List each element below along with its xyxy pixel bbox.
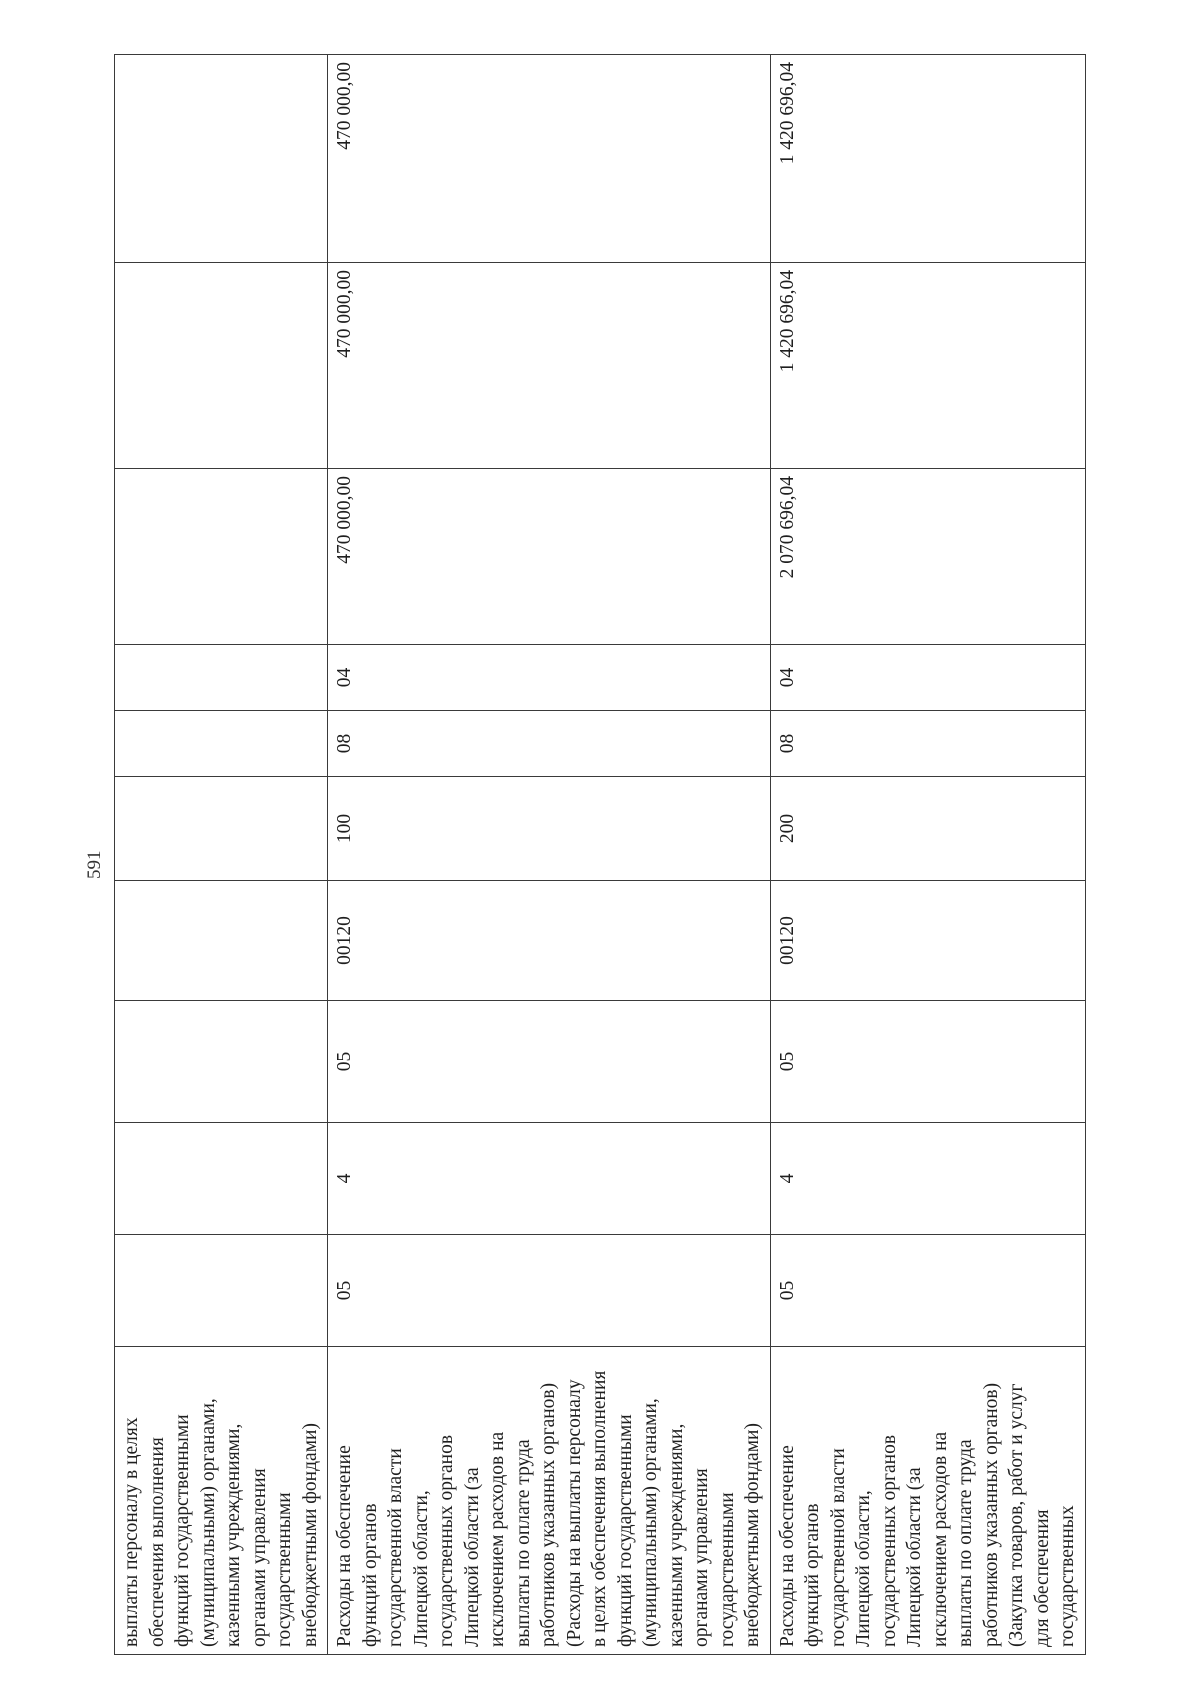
description-line: государственных органов	[436, 1434, 457, 1647]
description-cell	[328, 1347, 771, 1655]
description-line: Расходы на обеспечение	[334, 1445, 355, 1647]
description-line: Расходы на обеспечение	[776, 1445, 798, 1647]
code-cell: 4	[770, 1123, 1085, 1235]
table-row	[328, 55, 771, 1655]
description-line: государственной власти	[385, 1448, 406, 1647]
description-line: государственной власти	[827, 1448, 849, 1647]
code-cell	[115, 711, 328, 777]
amount-cell: 2 070 696,04	[770, 469, 1085, 645]
amount-cell: 470 000,00	[328, 55, 771, 263]
description-line: исключением расходов на	[487, 1431, 508, 1647]
amount-cell	[115, 263, 328, 469]
description-line: внебюджетными фондами)	[742, 1423, 763, 1647]
code-cell: 04	[328, 645, 771, 711]
description-line: государственными	[274, 1492, 295, 1647]
code-cell	[115, 645, 328, 711]
description-line: функций государственными	[172, 1414, 193, 1647]
code-cell: 200	[770, 777, 1085, 881]
code-cell: 4	[328, 1123, 771, 1235]
description-line: Липецкой области (за	[461, 1467, 483, 1647]
description-line: работников указанных органов)	[980, 1382, 1002, 1647]
description-line: для обеспечения	[1031, 1509, 1053, 1647]
table-row	[115, 55, 328, 1655]
amount-cell: 470 000,00	[328, 263, 771, 469]
code-cell: 04	[770, 645, 1085, 711]
description-line: органами управления	[248, 1468, 270, 1647]
description-line: (Расходы на выплаты персоналу	[563, 1379, 585, 1647]
code-cell: 05	[770, 1235, 1085, 1347]
code-cell: 05	[328, 1001, 771, 1123]
description-line: работников указанных органов)	[538, 1382, 559, 1647]
code-cell: 00120	[770, 881, 1085, 1001]
description-line: Липецкой области (за	[904, 1467, 925, 1647]
code-cell	[115, 881, 328, 1001]
description-line: (муниципальными) органами,	[197, 1398, 219, 1647]
code-cell: 05	[770, 1001, 1085, 1123]
description-line: казенными учреждениями,	[223, 1423, 244, 1647]
description-line: функций органов	[359, 1503, 381, 1647]
code-cell: 05	[328, 1235, 771, 1347]
table-row	[770, 55, 1085, 1655]
description-line: функций государственными	[614, 1414, 636, 1647]
code-cell	[115, 777, 328, 881]
description-line: выплаты персоналу в целях	[121, 1417, 142, 1647]
code-cell: 00120	[328, 881, 771, 1001]
description-line: в целях обеспечения выполнения	[589, 1370, 610, 1647]
description-line: государственными	[716, 1492, 738, 1647]
code-cell: 08	[328, 711, 771, 777]
description-line: (муниципальными) органами,	[640, 1398, 661, 1647]
description-line: внебюджетными фондами)	[299, 1423, 321, 1647]
amount-cell	[115, 55, 328, 263]
code-cell: 100	[328, 777, 771, 881]
amount-cell: 1 420 696,04	[770, 55, 1085, 263]
description-line: функций органов	[802, 1503, 823, 1647]
description-line: государственных органов	[878, 1434, 900, 1647]
description-cell	[770, 1347, 1085, 1655]
budget-table	[114, 54, 1086, 1655]
description-line: обеспечения выполнения	[146, 1437, 168, 1647]
description-line: выплаты по оплате труда	[955, 1439, 976, 1647]
description-line: исключением расходов на	[929, 1431, 951, 1647]
code-cell: 08	[770, 711, 1085, 777]
amount-cell	[115, 469, 328, 645]
description-line: государственных	[1057, 1505, 1078, 1647]
description-line: Липецкой области,	[410, 1490, 432, 1647]
amount-cell: 1 420 696,04	[770, 263, 1085, 469]
description-cell	[115, 1347, 328, 1655]
description-line: казенными учреждениями,	[665, 1423, 687, 1647]
code-cell	[115, 1123, 328, 1235]
description-line: (Закупка товаров, работ и услуг	[1006, 1383, 1027, 1647]
code-cell	[115, 1001, 328, 1123]
page-number: 591	[84, 850, 105, 879]
description-line: органами управления	[691, 1468, 712, 1647]
code-cell	[115, 1235, 328, 1347]
description-line: выплаты по оплате труда	[512, 1439, 534, 1647]
amount-cell: 470 000,00	[328, 469, 771, 645]
description-line: Липецкой области,	[853, 1490, 874, 1647]
